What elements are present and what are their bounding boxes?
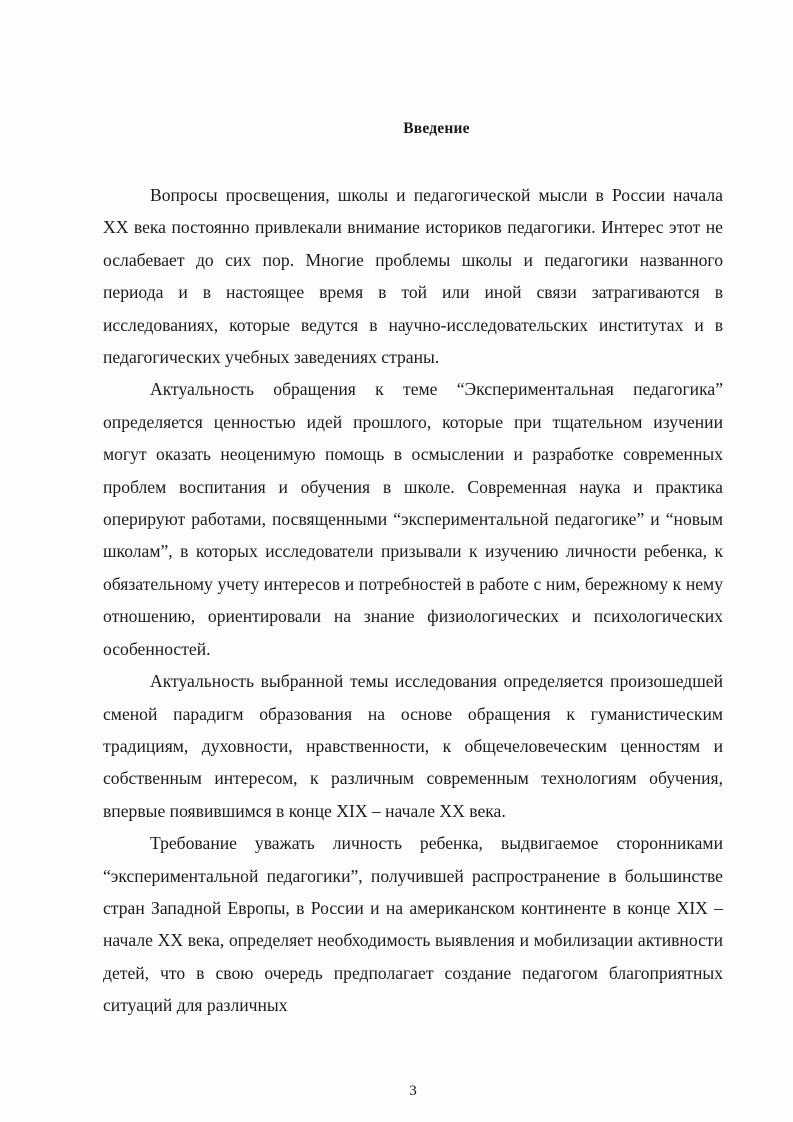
page-title: Введение <box>403 120 470 137</box>
paragraph-2: Актуальность обращения к теме “Экспериментальная педагогика” определяется ценностью идей прошлого, которые при тщательном изучении могут оказать неоценимую помощь в осмыслении и разработке современных проблем воспитания и обучения в школе. Современная наука и практика оперируют работами, посвященными “экспериментальной педагогике” и “новым школам”, в которых исследователи призывали к изучению личности ребенка, к обязательному учету интересов и потребностей в работе с ним, бережному к нему отношению, ориентировали на знание физиологических и психологических особенностей. <box>103 379 723 659</box>
paragraph-4: Требование уважать личность ребенка, выдвигаемое сторонниками “экспериментальной педагогики”, получившей распространение в большинстве стран Западной Европы, в России и на американском континенте в конце XIX – начале XX века, определяет необходимость выявления и мобилизации активности детей, что в свою очередь предполагает создание педагогом благоприятных ситуаций для различных <box>103 833 723 1016</box>
page-number: 3 <box>409 1083 417 1099</box>
body-text <box>103 179 723 1022</box>
paragraph-1: Вопросы просвещения, школы и педагогической мысли в России начала XX века постоянно привлекали внимание историков педагогики. Интерес этот не ослабевает до сих пор. Многие проблемы школы и педагогики названного периода и в настоящее время в той или иной связи затрагиваются в исследованиях, которые ведутся в научно-исследовательских институтах и в педагогических учебных заведениях страны. <box>103 185 723 368</box>
paragraph-3: Актуальность выбранной темы исследования определяется произошедшей сменой парадигм образования на основе обращения к гуманистическим традициям, духовности, нравственности, к общечеловеческим ценностям и собственным интересом, к различным современным технологиям обучения, впервые появившимся в конце XIX – начале XX века. <box>103 671 723 821</box>
